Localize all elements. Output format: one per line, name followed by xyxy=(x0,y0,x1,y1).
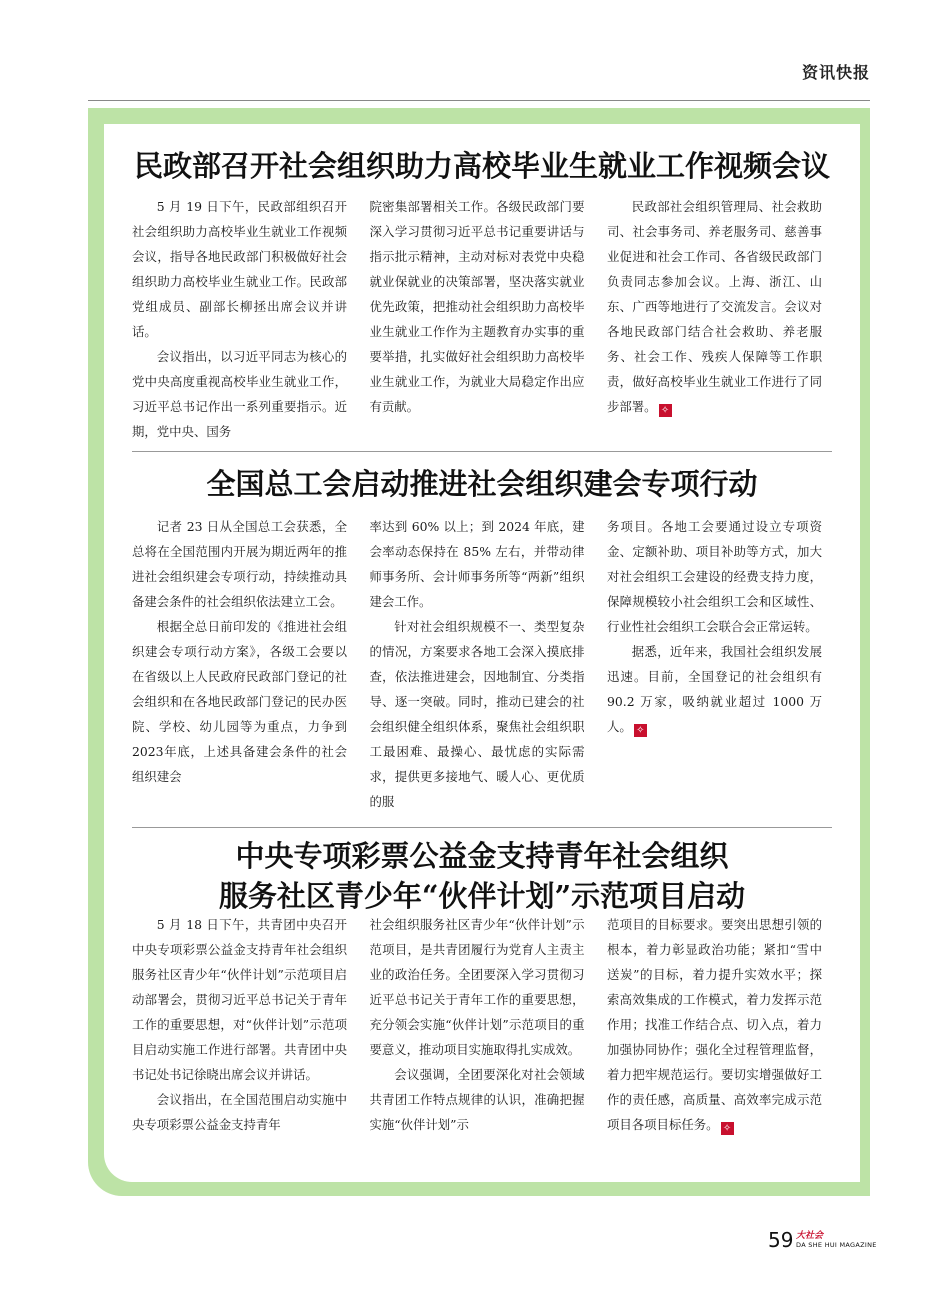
divider-1 xyxy=(132,451,832,452)
article-3-title xyxy=(104,836,860,916)
brand-logo: 大社会 xyxy=(796,1231,824,1241)
paragraph xyxy=(370,614,585,814)
paragraph xyxy=(370,1062,585,1137)
end-mark-icon: ✧ xyxy=(659,404,672,417)
article-3-body xyxy=(132,912,822,1137)
article-1-title-line-1: 民政部召开社会组织助力高校毕业生就业工作视频会议 xyxy=(133,149,830,183)
paragraph-text: 据悉，近年来，我国社会组织发展迅速。目前，全国登记的社会组织有 90.2 万家，吸纳就业超过 1000 万人。 xyxy=(607,644,822,734)
paragraph xyxy=(132,194,347,344)
paragraph-text: 会议强调，全团要深化对社会领域共青团工作特点规律的认识，准确把握实施“伙伴计划”示 xyxy=(369,1067,585,1132)
article-2-body xyxy=(132,514,822,814)
article-2-title-line-1: 全国总工会启动推进社会组织建会专项行动 xyxy=(206,467,758,501)
article-1-title xyxy=(104,146,860,186)
paragraph-text: 社会组织服务社区青少年“伙伴计划”示范项目，是共青团履行为党育人主责主业的政治任务。全团要深入学习贯彻习近平总书记关于青年工作的重要思想，充分领会实施“伙伴计划”示范项目的重要意义，推动项目实施取得扎实成效。 xyxy=(369,917,585,1057)
paragraph-text: 记者 23 日从全国总工会获悉，全总将在全国范围内开展为期近两年的推进社会组织建会专项行动，持续推动具备建会条件的社会组织依法建立工会。 xyxy=(132,519,347,609)
article-1-column-1 xyxy=(132,194,347,444)
paragraph-text: 民政部社会组织管理局、社会救助司、社会事务司、养老服务司、慈善事业促进和社会工作司、各省级民政部门负责同志参加会议。上海、浙江、山东、广西等地进行了交流发言。会议对各地民政部门结合社会救助、养老服务、社会工作、残疾人保障等工作职责，做好高校毕业生就业工作进行了同步部署。 xyxy=(607,199,822,414)
paragraph xyxy=(370,912,585,1062)
paragraph-text: 会议指出，以习近平同志为核心的党中央高度重视高校毕业生就业工作，习近平总书记作出一系列重要指示。近期，党中央、国务 xyxy=(132,349,347,439)
paragraph xyxy=(607,194,822,419)
paragraph xyxy=(607,514,822,639)
paragraph xyxy=(370,514,585,614)
article-2-column-2 xyxy=(370,514,585,814)
article-3-column-2 xyxy=(370,912,585,1137)
news-panel xyxy=(88,108,870,1196)
article-2-title xyxy=(104,464,860,504)
paragraph xyxy=(132,614,347,789)
article-1-column-2 xyxy=(370,194,585,444)
top-rule xyxy=(88,100,870,101)
paragraph-text: 会议指出，在全国范围启动实施中央专项彩票公益金支持青年 xyxy=(132,1092,347,1132)
paragraph-text: 5 月 18 日下午，共青团中央召开中央专项彩票公益金支持青年社会组织服务社区青少年“伙伴计划”示范项目启动部署会，贯彻习近平总书记关于青年工作的重要思想，对“伙伴计划”示范项目启动实施工作进行部署。共青团中央书记处书记徐晓出席会议并讲话。 xyxy=(132,917,347,1082)
paragraph xyxy=(132,344,347,444)
paragraph-text: 务项目。各地工会要通过设立专项资金、定额补助、项目补助等方式，加大对社会组织工会建设的经费支持力度，保障规模较小社会组织工会和区域性、行业性社会组织工会联合会正常运转。 xyxy=(607,519,822,634)
brand-name: DA SHE HUI MAGAZINE xyxy=(796,1241,877,1249)
paragraph-text: 针对社会组织规模不一、类型复杂的情况，方案要求各地工会深入摸底排查，依法推进建会，因地制宜、分类指导、逐一突破。同时，推动已建会的社会组织健全组织体系，聚焦社会组织职工最困难、最操心、最忧虑的实际需求，提供更多接地气、暖人心、更优质的服 xyxy=(369,619,585,809)
article-3 xyxy=(104,836,860,916)
paragraph xyxy=(132,912,347,1087)
end-mark-icon: ✧ xyxy=(634,724,647,737)
article-1-column-3 xyxy=(607,194,822,444)
paragraph-text: 5 月 19 日下午，民政部组织召开社会组织助力高校毕业生就业工作视频会议，指导各地民政部门积极做好社会组织助力高校毕业生就业工作。民政部党组成员、副部长柳拯出席会议并讲话。 xyxy=(132,199,347,339)
paragraph xyxy=(607,912,822,1137)
article-1-body xyxy=(132,194,822,444)
article-3-title-line-2: 服务社区青少年“伙伴计划”示范项目启动 xyxy=(218,879,746,913)
paragraph-text: 院密集部署相关工作。各级民政部门要深入学习贯彻习近平总书记重要讲话与指示批示精神，主动对标对表党中央稳就业保就业的决策部署，坚决落实就业优先政策，把推动社会组织助力高校毕业生就业工作作为主题教育办实事的重要举措，扎实做好社会组织助力高校毕业生就业工作，为就业大局稳定作出应有贡献。 xyxy=(369,199,585,414)
news-panel-inner xyxy=(104,124,860,1182)
paragraph-text: 率达到 60% 以上；到 2024 年底，建会率动态保持在 85% 左右，并带动律师事务所、会计师事务所等“两新”组织建会工作。 xyxy=(369,519,585,609)
article-2-column-1 xyxy=(132,514,347,814)
end-mark-icon: ✧ xyxy=(721,1122,734,1135)
paragraph xyxy=(132,514,347,614)
article-3-column-3 xyxy=(607,912,822,1137)
section-label: 资讯快报 xyxy=(801,63,870,82)
paragraph-text: 范项目的目标要求。要突出思想引领的根本，着力彰显政治功能；紧扣“雪中送炭”的目标，着力提升实效水平；探索高效集成的工作模式，着力发挥示范作用；找准工作结合点、切入点，着力加强协同协作；强化全过程管理监督，着力把牢规范运行。要切实增强做好工作的责任感，高质量、高效率完成示范项目各项目标任务。 xyxy=(607,917,822,1132)
paragraph-text: 根据全总日前印发的《推进社会组织建会专项行动方案》，各级工会要以在省级以上人民政府民政部门登记的社会组织和在各地民政部门登记的民办医院、学校、幼儿园等为重点，力争到2023年底，上述具备建会条件的社会组织建会 xyxy=(132,619,347,784)
article-3-title-line-1: 中央专项彩票公益金支持青年社会组织 xyxy=(235,839,729,873)
paragraph xyxy=(370,194,585,419)
article-2 xyxy=(104,464,860,504)
paragraph xyxy=(132,1087,347,1137)
article-1 xyxy=(104,146,860,186)
article-3-column-1 xyxy=(132,912,347,1137)
page-number: 59 xyxy=(768,1228,794,1252)
divider-2 xyxy=(132,827,832,828)
article-2-column-3 xyxy=(607,514,822,814)
paragraph xyxy=(607,639,822,739)
